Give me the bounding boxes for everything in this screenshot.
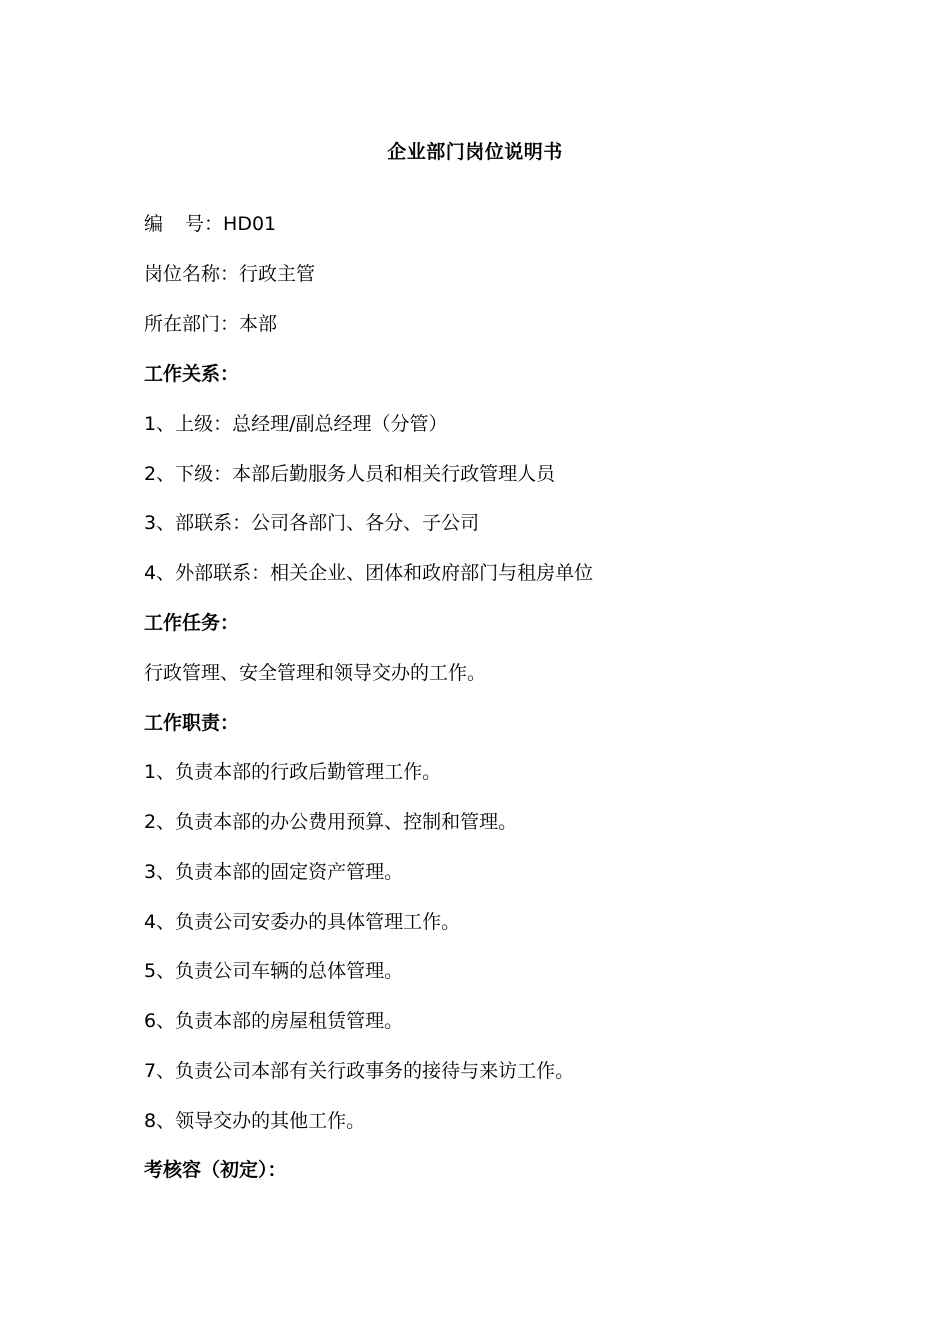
- tasks-text: 行政管理、安全管理和领导交办的工作。: [144, 662, 487, 684]
- number-label-colon: ：: [204, 213, 224, 235]
- relations-heading: 工作关系：: [144, 363, 240, 385]
- department-field: [144, 311, 277, 337]
- duties-item: 7、负责公司本部有关行政事务的接待与来访工作。: [144, 1060, 575, 1082]
- number-label-part-2: 号: [185, 213, 205, 235]
- position-value: 行政主管: [239, 263, 316, 285]
- number-value: HD01: [223, 213, 277, 235]
- department-label: 所在部门：: [144, 313, 240, 335]
- duties-item: 1、负责本部的行政后勤管理工作。: [144, 761, 442, 783]
- duties-item: 8、领导交办的其他工作。: [144, 1110, 366, 1132]
- relations-item: 2、下级：本部后勤服务人员和相关行政管理人员: [144, 463, 556, 485]
- number-label-part-1: 编: [144, 213, 164, 235]
- relations-item: 1、上级：总经理/副总经理（分管）: [144, 413, 448, 435]
- duties-item: 5、负责公司车辆的总体管理。: [144, 960, 404, 982]
- assessment-heading: 考核容（初定）：: [144, 1159, 287, 1181]
- duties-heading: 工作职责：: [144, 712, 240, 734]
- position-label: 岗位名称：: [144, 263, 240, 285]
- document-title: 企业部门岗位说明书: [387, 141, 563, 163]
- duties-item: 6、负责本部的房屋租赁管理。: [144, 1010, 404, 1032]
- position-field: [144, 261, 315, 287]
- relations-item: 4、外部联系：相关企业、团体和政府部门与租房单位: [144, 562, 594, 584]
- tasks-heading: 工作任务：: [144, 612, 240, 634]
- number-field: [144, 211, 276, 237]
- duties-item: 3、负责本部的固定资产管理。: [144, 861, 404, 883]
- duties-item: 2、负责本部的办公费用预算、控制和管理。: [144, 811, 518, 833]
- duties-item: 4、负责公司安委办的具体管理工作。: [144, 911, 461, 933]
- relations-item: 3、部联系：公司各部门、各分、子公司: [144, 512, 480, 534]
- department-value: 本部: [239, 313, 278, 335]
